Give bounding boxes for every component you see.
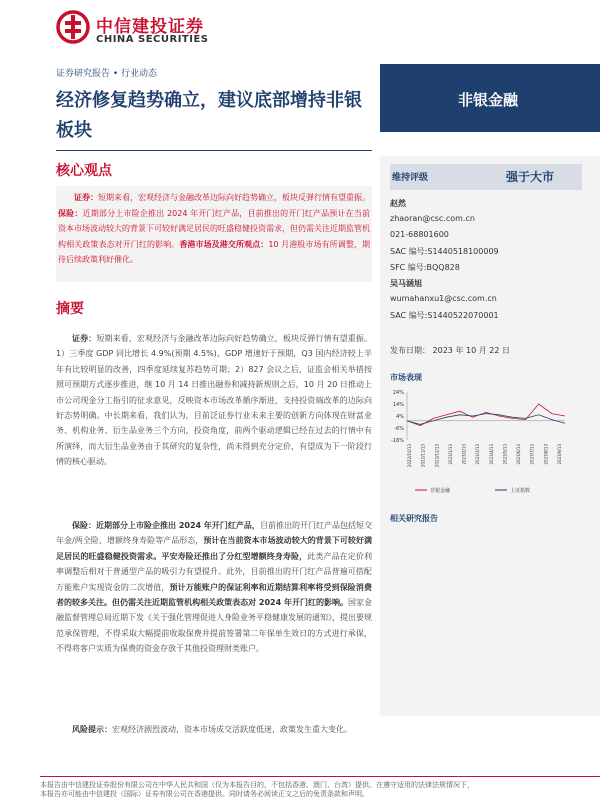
summary-securities-paragraph bbox=[56, 331, 372, 470]
core-hk-label: 香港市场及港交所观点： bbox=[179, 239, 269, 249]
summary-insurance-bold-2: 预计在当前资本市场波动较大的背景下可较好满足居民的旺盛稳健投资需求。平安寿险还推出了分红型增额终身寿险， bbox=[56, 536, 372, 561]
summary-heading: 摘要 bbox=[56, 301, 84, 317]
footer-disclaimer bbox=[40, 781, 600, 799]
core-insurance-text: 近期部分上市险企推出 2024 年开门红产品，目前推出的开门红产品预计在当前资本市场波动较大的背景下可较好满足居民的旺盛稳健投资需求，但仍需关注近期监管机构相关政策表态对开门红的影响。 bbox=[58, 208, 370, 249]
logo-chinese-name: 中信建投证券 bbox=[96, 17, 204, 37]
logo-english-name: CHINA SECURITIES bbox=[96, 34, 209, 45]
summary-insurance-bold-1: 近期部分上市险企推出 2024 年开门红产品， bbox=[96, 521, 260, 530]
market-performance-chart bbox=[385, 386, 585, 502]
report-type: 证券研究报告 • 行业动态 bbox=[56, 69, 158, 79]
series-line-1 bbox=[407, 414, 565, 425]
footer-divider bbox=[40, 776, 600, 777]
sector-name: 非银金融 bbox=[458, 91, 519, 109]
series-line-0 bbox=[407, 404, 565, 426]
x-tick-label: 2023/3/13 bbox=[475, 444, 481, 465]
y-tick-label: -6% bbox=[394, 426, 404, 432]
x-tick-label: 2023/5/13 bbox=[502, 444, 508, 465]
x-tick-label: 2023/8/13 bbox=[543, 444, 549, 465]
core-insurance-label: 保险： bbox=[58, 208, 83, 218]
summary-securities-text: 短期来看，宏观经济与金融改革边际向好趋势确立，板块反弹行情有望重振。1）三季度 GDP 同比增长 4.9%(预期 4.5%)，GDP 增速好于预期，Q3 国内经济较上半年有比较明显的改善，四季度延续复苏趋势可期；2）827 会议之后，证监会相关举措按照可预期方式逐步推进，继 10 月 14 日推出融券和减持新规则之后，10 月 20 日推动上市公司现金分工指引的征求意见，反映资本市场改革循序渐进，支持投资端改革的边际向好态势明确。中长期来看，我们认为，目前泛证券行业未来主要的创新方向体现在财富业务、机构业务、衍生品业务三个方向，投资角度，前两个驱动逻辑已经在过去的行情中有所演绎，而大衍生品业务由于其研究的复杂性，尚未得到充分定价，有望成为下一阶段行情的核心驱动。 bbox=[56, 334, 373, 467]
analyst-1-sfc: SFC 编号:BQQ828 bbox=[390, 263, 460, 272]
summary-insurance-text-3: 国家金融监督管理总局近期下发《关于强化管理促进人身险业务平稳健康发展的通知》，提出要规范承保管理，不得采取大幅提前收取保费并提前签署第二年保单生效日的方式进行承保，不得将客户实质为保费的资金存放于其他投资理财类账户。 bbox=[56, 598, 372, 654]
rating-label: 维持评级 bbox=[392, 173, 429, 183]
rating-value: 强于大市 bbox=[506, 170, 555, 184]
x-tick-label: 2023/7/13 bbox=[529, 444, 535, 465]
summary-insurance-text-2: 此类产品在定价利率调整后相对于普通型产品的吸引力有望提升。此外，目前推出的开门红产品普遍可搭配万能账户实现资金的二次增值， bbox=[56, 551, 373, 592]
risk-label: 风险提示： bbox=[72, 725, 112, 734]
summary-securities-label: 证券： bbox=[72, 334, 97, 343]
analyst-1-phone: 021-68801600 bbox=[390, 230, 449, 239]
x-tick-label: 2022/11/13 bbox=[420, 444, 426, 468]
analyst-2-cert: SAC 编号:S1440522070001 bbox=[390, 311, 499, 320]
summary-insurance-label: 保险： bbox=[72, 521, 97, 530]
csc-logo-icon bbox=[56, 10, 90, 44]
footer-line-1: 本报告由中信建投证券股份有限公司在中华人民共和国（仅为本报告目的，不包括香港、澳门、台湾）提供。在遵守适用的法律法规情况下， bbox=[40, 781, 474, 789]
y-tick-label: 24% bbox=[392, 390, 404, 396]
analyst-1-cert: SAC 编号:S1440518100009 bbox=[390, 247, 499, 256]
x-tick-label: 2022/10/13 bbox=[407, 444, 412, 468]
analyst-1-name: 赵然 bbox=[390, 199, 406, 208]
x-tick-label: 2023/9/13 bbox=[557, 444, 562, 465]
risk-text: 宏观经济剧烈波动，资本市场成交活跃度低迷，政策发生重大变化。 bbox=[112, 725, 352, 734]
core-securities-text: 短期来看，宏观经济与金融改革边际向好趋势确立，板块反弹行情有望重振。 bbox=[98, 193, 370, 202]
y-tick-label: 4% bbox=[396, 414, 404, 420]
report-title: 经济修复趋势确立，建议底部增持非银板块 bbox=[56, 90, 362, 141]
summary-insurance-paragraph bbox=[56, 518, 372, 657]
sector-banner bbox=[380, 64, 600, 132]
core-securities-label: 证券： bbox=[74, 193, 98, 202]
summary-insurance-text-1: 目前推出的开门红产品包括短交年金/两全险、增额终身寿险等产品形态， bbox=[56, 521, 372, 546]
company-logo bbox=[56, 10, 226, 50]
risk-paragraph bbox=[56, 722, 372, 737]
summary-insurance-bold-3: 预计万能账户的保证利率和近期结算利率将受到保险消费者的较多关注。但仍需关注近期监管机构相关政策表态对 2024 年开门红的影响。 bbox=[56, 582, 373, 608]
x-tick-label: 2023/6/13 bbox=[516, 444, 522, 465]
publish-date: 发布日期： 2023 年 10 月 22 日 bbox=[390, 346, 510, 355]
core-view-text bbox=[58, 190, 370, 268]
analyst-2-email[interactable]: wumahanxu1@csc.com.cn bbox=[390, 294, 497, 303]
x-tick-label: 2023/4/13 bbox=[488, 444, 494, 465]
x-tick-label: 2023/2/13 bbox=[461, 444, 467, 465]
analyst-2-name: 吴马涵旭 bbox=[390, 279, 422, 288]
title-divider bbox=[56, 150, 372, 151]
y-tick-label: 14% bbox=[392, 402, 404, 408]
core-view-heading: 核心观点 bbox=[56, 163, 112, 179]
analyst-1-email[interactable]: zhaoran@csc.com.cn bbox=[390, 214, 475, 223]
x-tick-label: 2022/12/13 bbox=[434, 444, 440, 468]
footer-line-2: 本报告亦可能由中信建投（国际）证券有限公司在香港提供。同时请务必阅读正文之后的免责条款和声明。 bbox=[40, 790, 369, 798]
legend-label-0: 非银金融 bbox=[430, 488, 451, 494]
market-performance-title: 市场表现 bbox=[390, 373, 422, 382]
y-tick-label: -16% bbox=[391, 438, 404, 444]
legend-label-1: 上证指数 bbox=[510, 488, 531, 494]
related-reports-title: 相关研究报告 bbox=[390, 514, 438, 523]
core-hk-text: 10 月港股市场有所调整，期待后续政策利好催化。 bbox=[58, 239, 371, 264]
x-tick-label: 2023/1/13 bbox=[447, 444, 453, 465]
